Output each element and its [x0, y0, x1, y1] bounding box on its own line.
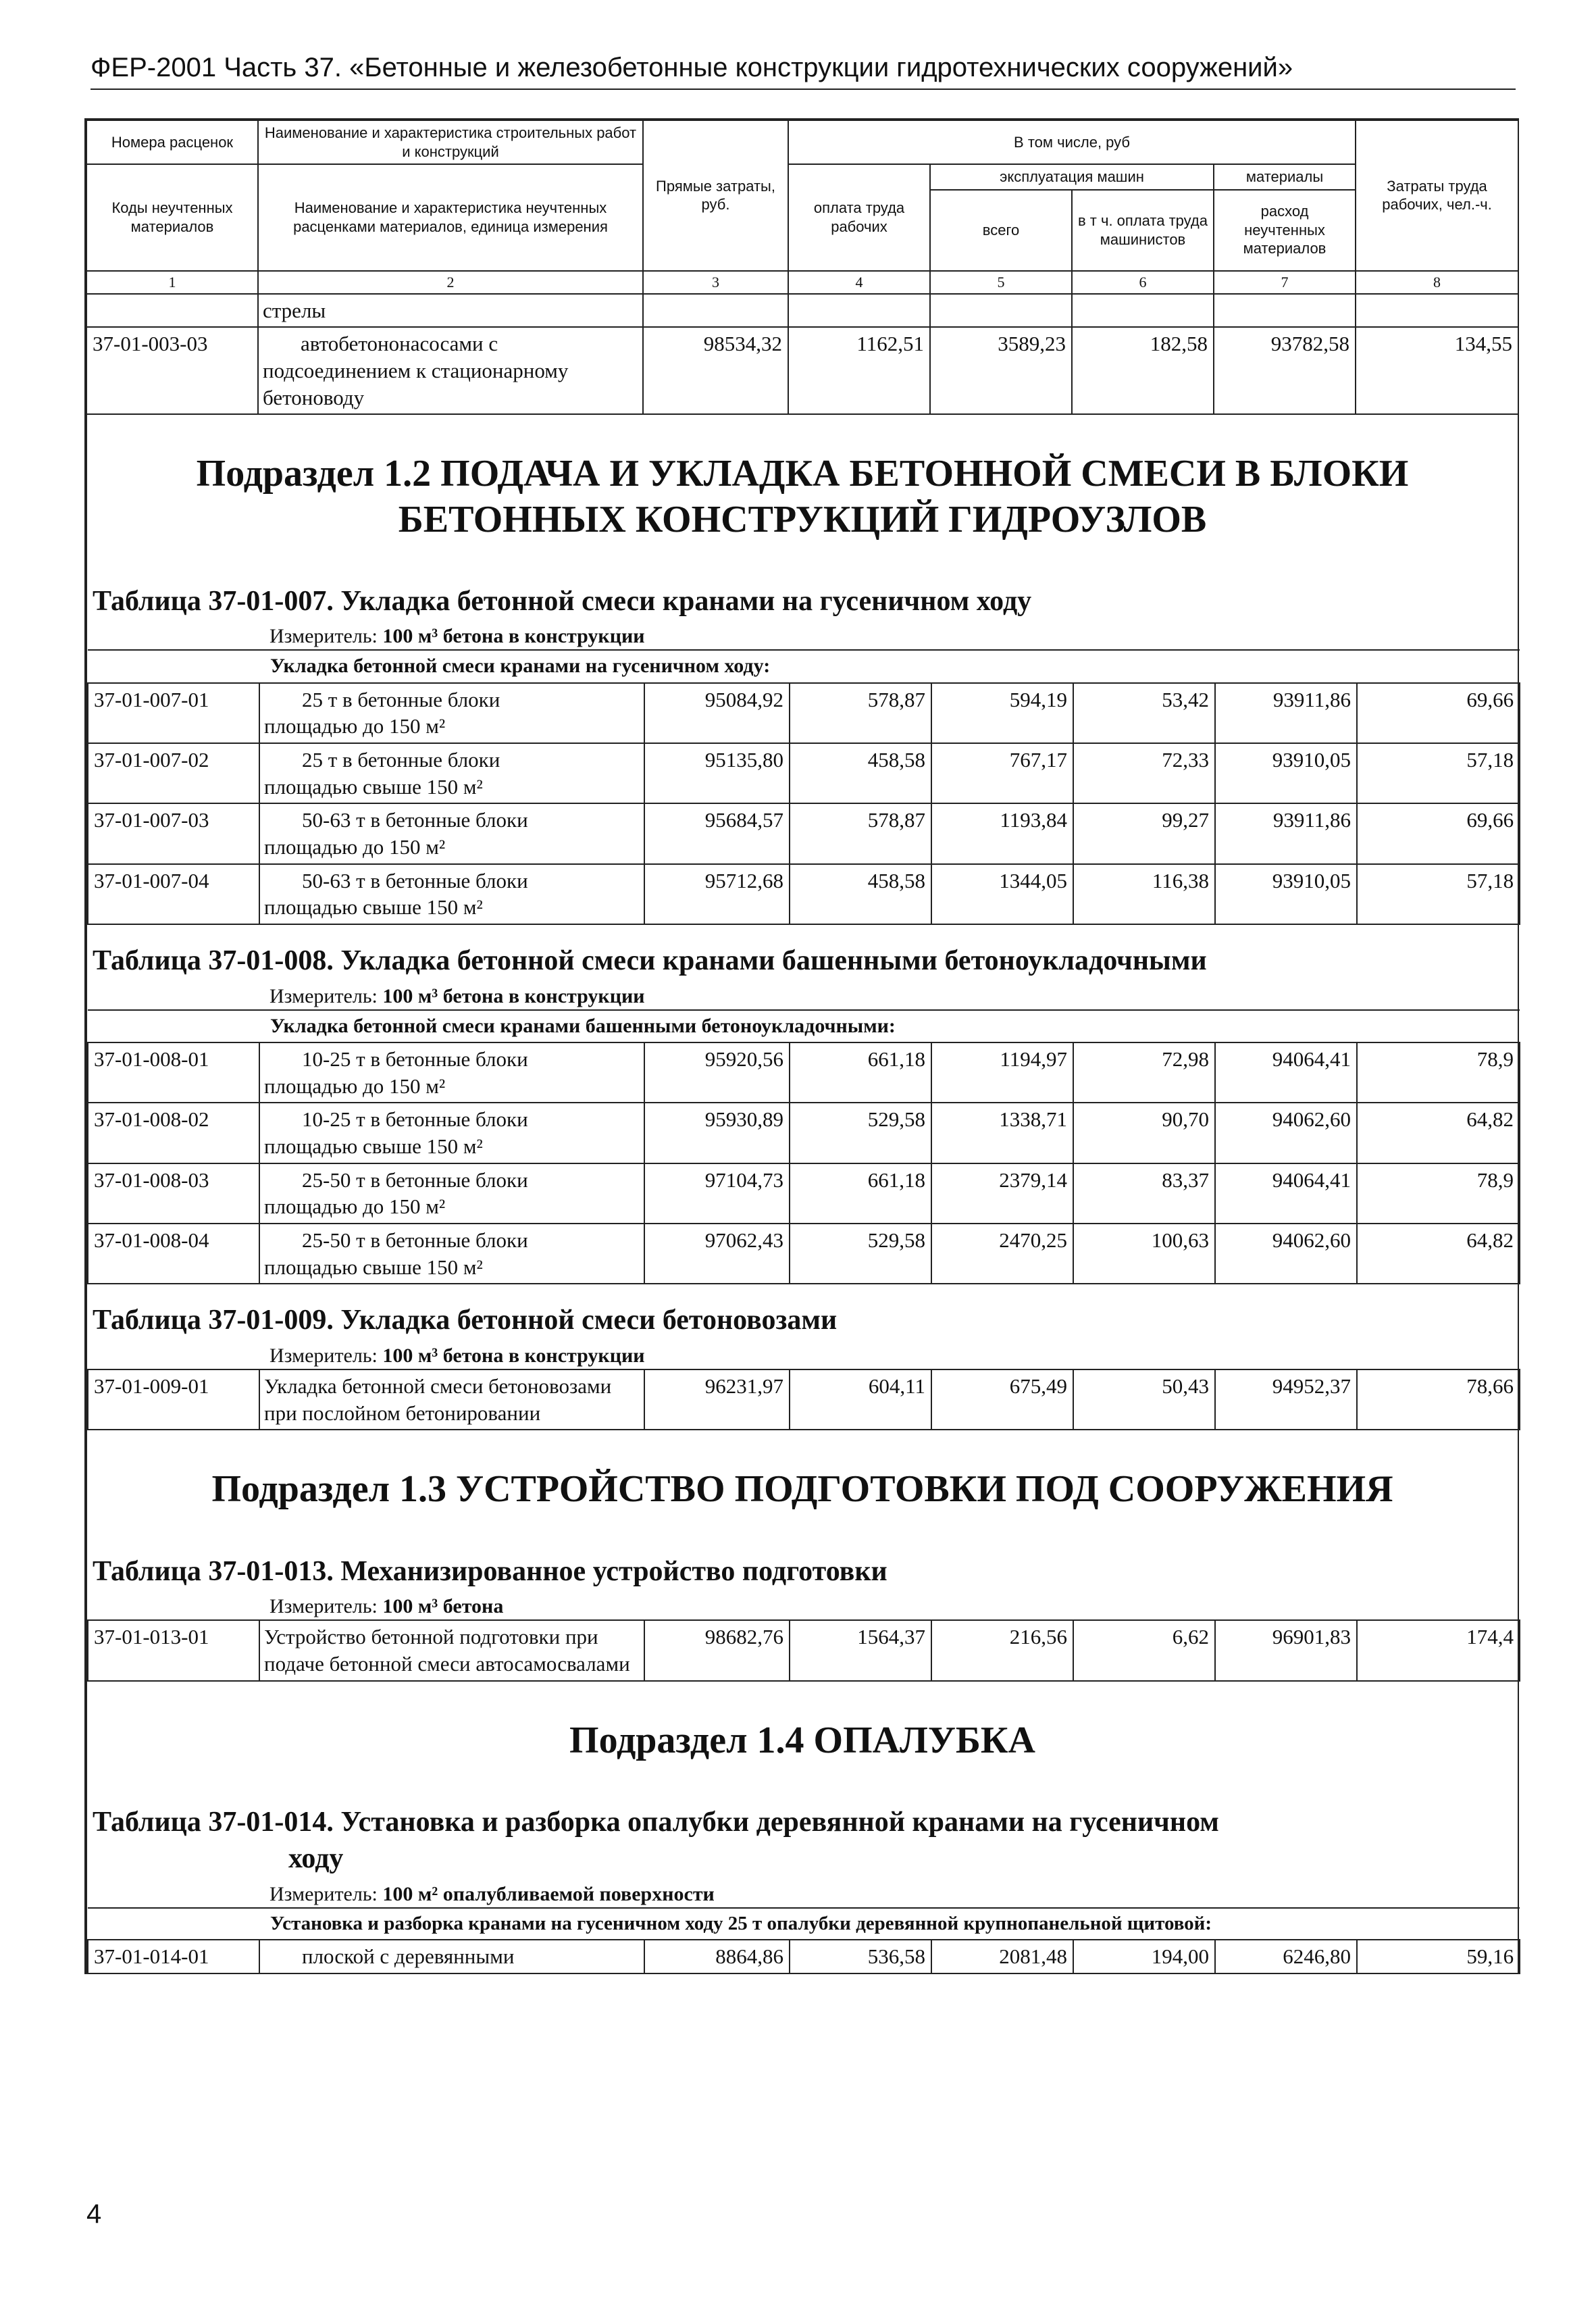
- direct-costs: 95684,57: [644, 803, 790, 863]
- measure-label: Измеритель:: [269, 625, 378, 648]
- worker-pay: 578,87: [790, 683, 931, 743]
- machines-total: 2470,25: [931, 1224, 1073, 1284]
- colnum-1: 1: [86, 271, 258, 294]
- machines-total: [930, 294, 1072, 328]
- rate-name: [259, 1940, 644, 1973]
- table-row: [88, 683, 1520, 743]
- rate-code: [86, 294, 258, 328]
- materials-cost: 93910,05: [1215, 864, 1357, 924]
- head-machinist-pay: в т ч. оплата труда машинистов: [1072, 190, 1214, 271]
- rate-code: 37-01-007-03: [88, 803, 259, 863]
- labor-hours: 174,4: [1357, 1620, 1520, 1680]
- head-material-name: Наименование и характеристика неучтенных расценками материалов, единица измерения: [258, 164, 643, 271]
- section-1-3-title: Подраздел 1.3 УСТРОЙСТВО ПОДГОТОВКИ ПОД СООРУЖЕНИЯ: [86, 1430, 1518, 1535]
- worker-pay: 529,58: [790, 1103, 931, 1163]
- rate-name: [258, 327, 643, 414]
- worker-pay: 1162,51: [788, 327, 930, 414]
- section-1-4-title: Подраздел 1.4 ОПАЛУБКА: [86, 1682, 1518, 1786]
- labor-hours: 57,18: [1357, 864, 1520, 924]
- measure-label: Измеритель:: [269, 1595, 378, 1618]
- labor-hours: 134,55: [1356, 327, 1518, 414]
- rate-name-first-line: автобетононасосами с: [301, 332, 498, 356]
- materials-cost: 94062,60: [1215, 1103, 1357, 1163]
- rate-name-first-line: 25 т в бетонные блоки: [302, 748, 500, 772]
- machines-total: 2379,14: [931, 1163, 1073, 1224]
- machinist-pay: 182,58: [1072, 327, 1214, 414]
- table-row: [88, 1940, 1520, 1973]
- rates-table-009: [87, 1369, 1520, 1430]
- materials-cost: 93911,86: [1215, 683, 1357, 743]
- page-number: 4: [86, 2199, 102, 2229]
- rate-name-continuation: площадью свыше 150 м²: [264, 1134, 483, 1159]
- table-title: [87, 1786, 1518, 1883]
- rate-name: [259, 1042, 644, 1103]
- rate-name-continuation: подсоединением к стационарному бетоноводу: [263, 359, 569, 409]
- head-work-name: Наименование и характеристика строительных работ и конструкций: [258, 120, 643, 164]
- rate-name-first-line: 50-63 т в бетонные блоки: [302, 808, 528, 832]
- labor-hours: 64,82: [1357, 1103, 1520, 1163]
- rate-code: 37-01-008-04: [88, 1224, 259, 1284]
- table-row: [88, 1163, 1520, 1224]
- measure-value: 100 м³ бетона: [382, 1595, 504, 1618]
- direct-costs: 8864,86: [644, 1940, 790, 1973]
- rate-name-continuation: Укладка бетонной смеси бетоновозами при послойном бетонировании: [264, 1374, 612, 1425]
- direct-costs: 95930,89: [644, 1103, 790, 1163]
- head-material-consumption: расход неучтенных материалов: [1214, 190, 1356, 271]
- rate-name: [259, 803, 644, 863]
- rate-name-continuation: Устройство бетонной подготовки при подаче бетонной смеси автосамосвалами: [264, 1625, 630, 1676]
- rate-name-continuation: площадью свыше 150 м²: [264, 1255, 483, 1279]
- machinist-pay: 53,42: [1073, 683, 1215, 743]
- labor-hours: 78,9: [1357, 1042, 1520, 1103]
- table-37-01-013: [86, 1536, 1518, 1682]
- colnum-7: 7: [1214, 271, 1356, 294]
- machines-total: 594,19: [931, 683, 1073, 743]
- materials-cost: 93910,05: [1215, 743, 1357, 803]
- machinist-pay: 99,27: [1073, 803, 1215, 863]
- measure-line: [87, 1344, 1518, 1369]
- direct-costs: 98682,76: [644, 1620, 790, 1680]
- table-title: Таблица 37-01-007. Укладка бетонной смеси кранами на гусеничном ходу: [93, 585, 1032, 617]
- machines-total: 1194,97: [931, 1042, 1073, 1103]
- measure-label: Измеритель:: [269, 1882, 378, 1905]
- worker-pay: 529,58: [790, 1224, 931, 1284]
- rates-table-007: [87, 649, 1520, 925]
- worker-pay: 604,11: [790, 1369, 931, 1430]
- worker-pay: [788, 294, 930, 328]
- rate-name-first-line: 10-25 т в бетонные блоки: [302, 1047, 528, 1072]
- price-sheet: [84, 118, 1519, 1974]
- machines-total: 3589,23: [930, 327, 1072, 414]
- page-header: ФЕР-2001 Часть 37. «Бетонные и железобетонные конструкции гидротехнических сооружений»: [91, 53, 1516, 90]
- machinist-pay: 90,70: [1073, 1103, 1215, 1163]
- colnum-4: 4: [788, 271, 930, 294]
- table-row: [86, 327, 1518, 414]
- rate-name-continuation: стрелы: [263, 298, 326, 322]
- rate-code: 37-01-008-02: [88, 1103, 259, 1163]
- direct-costs: 97062,43: [644, 1224, 790, 1284]
- rate-code: 37-01-007-02: [88, 743, 259, 803]
- machines-total: 2081,48: [931, 1940, 1073, 1973]
- rates-table-014: [87, 1907, 1520, 1974]
- measure-line: [87, 985, 1518, 1009]
- machines-total: 767,17: [931, 743, 1073, 803]
- machines-total: 1344,05: [931, 864, 1073, 924]
- materials-cost: 94064,41: [1215, 1163, 1357, 1224]
- rate-name: [259, 1620, 644, 1680]
- head-materials: материалы: [1214, 164, 1356, 190]
- rate-name-continuation: площадью до 150 м²: [264, 835, 446, 859]
- table-row: [88, 743, 1520, 803]
- head-worker-pay: оплата труда рабочих: [788, 164, 930, 271]
- colnum-8: 8: [1356, 271, 1518, 294]
- measure-label: Измеритель:: [269, 1344, 378, 1367]
- machinist-pay: 50,43: [1073, 1369, 1215, 1430]
- rate-name: [259, 1369, 644, 1430]
- head-rate-numbers: Номера расценок: [86, 120, 258, 164]
- direct-costs: 95084,92: [644, 683, 790, 743]
- table-row: [88, 1042, 1520, 1103]
- labor-hours: 78,66: [1357, 1369, 1520, 1430]
- machinist-pay: 72,33: [1073, 743, 1215, 803]
- table-subheading: Установка и разборка кранами на гусеничном ходу 25 т опалубки деревянной крупнопанельной щитовой:: [88, 1908, 1520, 1940]
- rate-name-continuation: площадью до 150 м²: [264, 714, 446, 738]
- rate-code: 37-01-009-01: [88, 1369, 259, 1430]
- table-row: [88, 803, 1520, 863]
- machinist-pay: 100,63: [1073, 1224, 1215, 1284]
- head-labor-hours: Затраты труда рабочих, чел.-ч.: [1356, 120, 1518, 271]
- head-including-group: В том числе, руб: [788, 120, 1356, 164]
- rate-code: 37-01-014-01: [88, 1940, 259, 1973]
- rate-name: [259, 743, 644, 803]
- rate-name-first-line: 10-25 т в бетонные блоки: [302, 1107, 528, 1132]
- colnum-6: 6: [1072, 271, 1214, 294]
- labor-hours: 64,82: [1357, 1224, 1520, 1284]
- colnum-5: 5: [930, 271, 1072, 294]
- labor-hours: 69,66: [1357, 683, 1520, 743]
- labor-hours: 59,16: [1357, 1940, 1520, 1973]
- materials-cost: 93782,58: [1214, 327, 1356, 414]
- materials-cost: 94064,41: [1215, 1042, 1357, 1103]
- head-machines-total: всего: [930, 190, 1072, 271]
- table-row: [88, 864, 1520, 924]
- direct-costs: 97104,73: [644, 1163, 790, 1224]
- rate-name-first-line: плоской с деревянными: [302, 1944, 515, 1968]
- machines-total: 216,56: [931, 1620, 1073, 1680]
- rate-name-continuation: площадью до 150 м²: [264, 1194, 446, 1219]
- rate-name-continuation: площадью свыше 150 м²: [264, 774, 483, 799]
- rate-name-continuation: площадью свыше 150 м²: [264, 895, 483, 920]
- machines-total: 1338,71: [931, 1103, 1073, 1163]
- table-37-01-014: [86, 1786, 1518, 1974]
- table-37-01-007: [86, 565, 1518, 925]
- rate-name-continuation: площадью до 150 м²: [264, 1074, 446, 1098]
- table-row: [88, 1224, 1520, 1284]
- measure-line: [87, 1883, 1518, 1907]
- machines-total: 1193,84: [931, 803, 1073, 863]
- worker-pay: 536,58: [790, 1940, 931, 1973]
- table-title: Таблица 37-01-008. Укладка бетонной смеси кранами башенными бетоноукладочными: [93, 945, 1207, 977]
- rate-name: [259, 1224, 644, 1284]
- table-37-01-009: [86, 1284, 1518, 1430]
- direct-costs: 95920,56: [644, 1042, 790, 1103]
- worker-pay: 458,58: [790, 743, 931, 803]
- rate-code: 37-01-008-01: [88, 1042, 259, 1103]
- direct-costs: 96231,97: [644, 1369, 790, 1430]
- measure-value: 100 м³ бетона в конструкции: [382, 625, 645, 648]
- table-row: [88, 1369, 1520, 1430]
- machinist-pay: [1072, 294, 1214, 328]
- labor-hours: 57,18: [1357, 743, 1520, 803]
- rate-name: [259, 864, 644, 924]
- head-machines: эксплуатация машин: [930, 164, 1214, 190]
- measure-label: Измеритель:: [269, 984, 378, 1007]
- table-subheading: Укладка бетонной смеси кранами башенными бетоноукладочными:: [88, 1010, 1520, 1042]
- table-title-line-1: Таблица 37-01-014. Установка и разборка опалубки деревянной кранами на гусеничном: [93, 1806, 1219, 1838]
- rate-code: 37-01-003-03: [86, 327, 258, 414]
- table-title: Таблица 37-01-013. Механизированное устройство подготовки: [93, 1555, 887, 1587]
- labor-hours: 78,9: [1357, 1163, 1520, 1224]
- head-material-codes: Коды неучтенных материалов: [86, 164, 258, 271]
- measure-value: 100 м³ бетона в конструкции: [382, 1344, 645, 1367]
- rate-name: [259, 1163, 644, 1224]
- materials-cost: 96901,83: [1215, 1620, 1357, 1680]
- section-1-2-title: Подраздел 1.2 ПОДАЧА И УКЛАДКА БЕТОННОЙ СМЕСИ В БЛОКИ БЕТОННЫХ КОНСТРУКЦИЙ ГИДРОУЗЛОВ: [86, 415, 1518, 565]
- worker-pay: 661,18: [790, 1042, 931, 1103]
- table-title: Таблица 37-01-009. Укладка бетонной смеси бетоновозами: [93, 1305, 838, 1336]
- rates-table-008: [87, 1009, 1520, 1285]
- measure-value: 100 м³ бетона в конструкции: [382, 984, 645, 1007]
- machinist-pay: 72,98: [1073, 1042, 1215, 1103]
- column-header-table: [86, 120, 1519, 415]
- measure-line: [87, 1595, 1518, 1619]
- labor-hours: 69,66: [1357, 803, 1520, 863]
- table-title-line-2: ходу: [288, 1843, 344, 1875]
- rate-name: [258, 294, 643, 328]
- materials-cost: 94062,60: [1215, 1224, 1357, 1284]
- rate-code: 37-01-013-01: [88, 1620, 259, 1680]
- direct-costs: [643, 294, 788, 328]
- direct-costs: 95712,68: [644, 864, 790, 924]
- table-row: [88, 1620, 1520, 1680]
- rates-table-013: [87, 1619, 1520, 1681]
- rate-name: [259, 683, 644, 743]
- machinist-pay: 116,38: [1073, 864, 1215, 924]
- rate-name-first-line: 25-50 т в бетонные блоки: [302, 1167, 528, 1192]
- measure-line: [87, 625, 1518, 649]
- rate-name-first-line: 25-50 т в бетонные блоки: [302, 1228, 528, 1253]
- colnum-3: 3: [643, 271, 788, 294]
- table-row: [86, 294, 1518, 328]
- table-subheading: Укладка бетонной смеси кранами на гусеничном ходу:: [88, 650, 1520, 682]
- measure-value: 100 м² опалубливаемой поверхности: [382, 1882, 715, 1905]
- materials-cost: 6246,80: [1215, 1940, 1357, 1973]
- table-row: [88, 1103, 1520, 1163]
- direct-costs: 95135,80: [644, 743, 790, 803]
- worker-pay: 458,58: [790, 864, 931, 924]
- column-numbers-row: [86, 271, 1518, 294]
- worker-pay: 1564,37: [790, 1620, 931, 1680]
- machinist-pay: 194,00: [1073, 1940, 1215, 1973]
- worker-pay: 661,18: [790, 1163, 931, 1224]
- worker-pay: 578,87: [790, 803, 931, 863]
- head-direct-costs: Прямые затраты, руб.: [643, 120, 788, 271]
- labor-hours: [1356, 294, 1518, 328]
- rate-code: 37-01-008-03: [88, 1163, 259, 1224]
- machinist-pay: 83,37: [1073, 1163, 1215, 1224]
- materials-cost: 93911,86: [1215, 803, 1357, 863]
- rate-code: 37-01-007-04: [88, 864, 259, 924]
- rate-name-first-line: 25 т в бетонные блоки: [302, 687, 500, 711]
- direct-costs: 98534,32: [643, 327, 788, 414]
- rate-code: 37-01-007-01: [88, 683, 259, 743]
- materials-cost: 94952,37: [1215, 1369, 1357, 1430]
- rate-name: [259, 1103, 644, 1163]
- colnum-2: 2: [258, 271, 643, 294]
- machinist-pay: 6,62: [1073, 1620, 1215, 1680]
- rate-name-first-line: 50-63 т в бетонные блоки: [302, 868, 528, 892]
- table-37-01-008: [86, 925, 1518, 1284]
- machines-total: 675,49: [931, 1369, 1073, 1430]
- materials-cost: [1214, 294, 1356, 328]
